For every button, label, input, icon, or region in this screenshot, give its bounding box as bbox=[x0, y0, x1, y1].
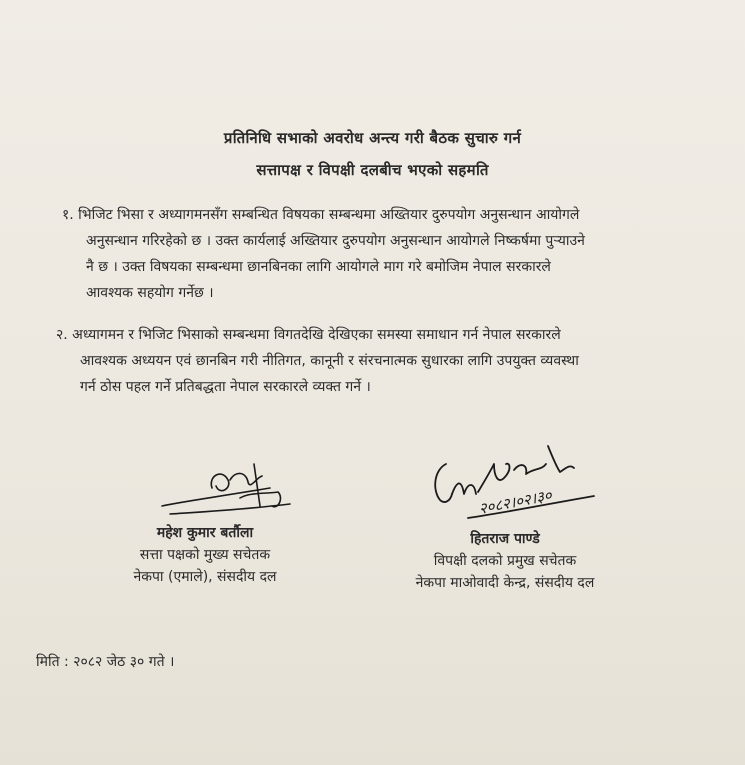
document-title-line-2: सत्तापक्ष र विपक्षी दलबीच भएको सहमति bbox=[256, 161, 489, 179]
document-date: मिति : २०८२ जेठ ३० गते । bbox=[36, 654, 175, 670]
signatory-right bbox=[385, 528, 625, 594]
signatory-party: नेकपा (एमाले), संसदीय दल bbox=[133, 569, 277, 585]
signatory-party: नेकपा माओवादी केन्द्र, संसदीय दल bbox=[415, 575, 595, 591]
point-2-line: गर्न ठोस पहल गर्ने प्रतिबद्धता नेपाल सरकारले व्यक्त गर्ने । bbox=[80, 379, 371, 395]
agreement-point-2 bbox=[56, 322, 701, 400]
signatory-left bbox=[105, 522, 305, 588]
signatory-role: विपक्षी दलको प्रमुख सचेतक bbox=[433, 553, 577, 569]
handwritten-date: २०८२।०२।३० bbox=[477, 486, 554, 518]
point-1-line: नै छ । उक्त विषयका सम्बन्धमा छानबिनका लागि आयोगले माग गरे बमोजिम नेपाल सरकारले bbox=[86, 259, 551, 275]
signatory-role: सत्ता पक्षको मुख्य सचेतक bbox=[139, 547, 271, 563]
point-1-line: आवश्यक सहयोग गर्नेछ । bbox=[86, 285, 214, 301]
document-title-line-1: प्रतिनिधि सभाको अवरोध अन्त्य गरी बैठक सुचारु गर्न bbox=[223, 129, 522, 147]
signature-right bbox=[428, 442, 603, 532]
point-2-line: २. अध्यागमन र भिजिट भिसाको सम्बन्धमा विगतदेखि देखिएका समस्या समाधान गर्न नेपाल सरकारले bbox=[56, 327, 561, 343]
agreement-point-1 bbox=[62, 202, 702, 306]
point-1-line: अनुसन्धान गरिरहेको छ । उक्त कार्यलाई अख्तियार दुरुपयोग अनुसन्धान आयोगले निष्कर्षमा पुऱ्याउने bbox=[86, 233, 585, 249]
point-1-line: १. भिजिट भिसा र अध्यागमनसँग सम्बन्धित विषयका सम्बन्धमा अख्तियार दुरुपयोग अनुसन्धान आयोगले bbox=[62, 207, 580, 223]
signatory-name: महेश कुमार बर्तौला bbox=[156, 525, 254, 541]
point-2-line: आवश्यक अध्ययन एवं छानबिन गरी नीतिगत, कानूनी र संरचनात्मक सुधारका लागि उपयुक्त व्यवस्था bbox=[80, 353, 579, 369]
signature-left bbox=[150, 458, 300, 528]
signatory-name: हितराज पाण्डे bbox=[470, 531, 540, 547]
